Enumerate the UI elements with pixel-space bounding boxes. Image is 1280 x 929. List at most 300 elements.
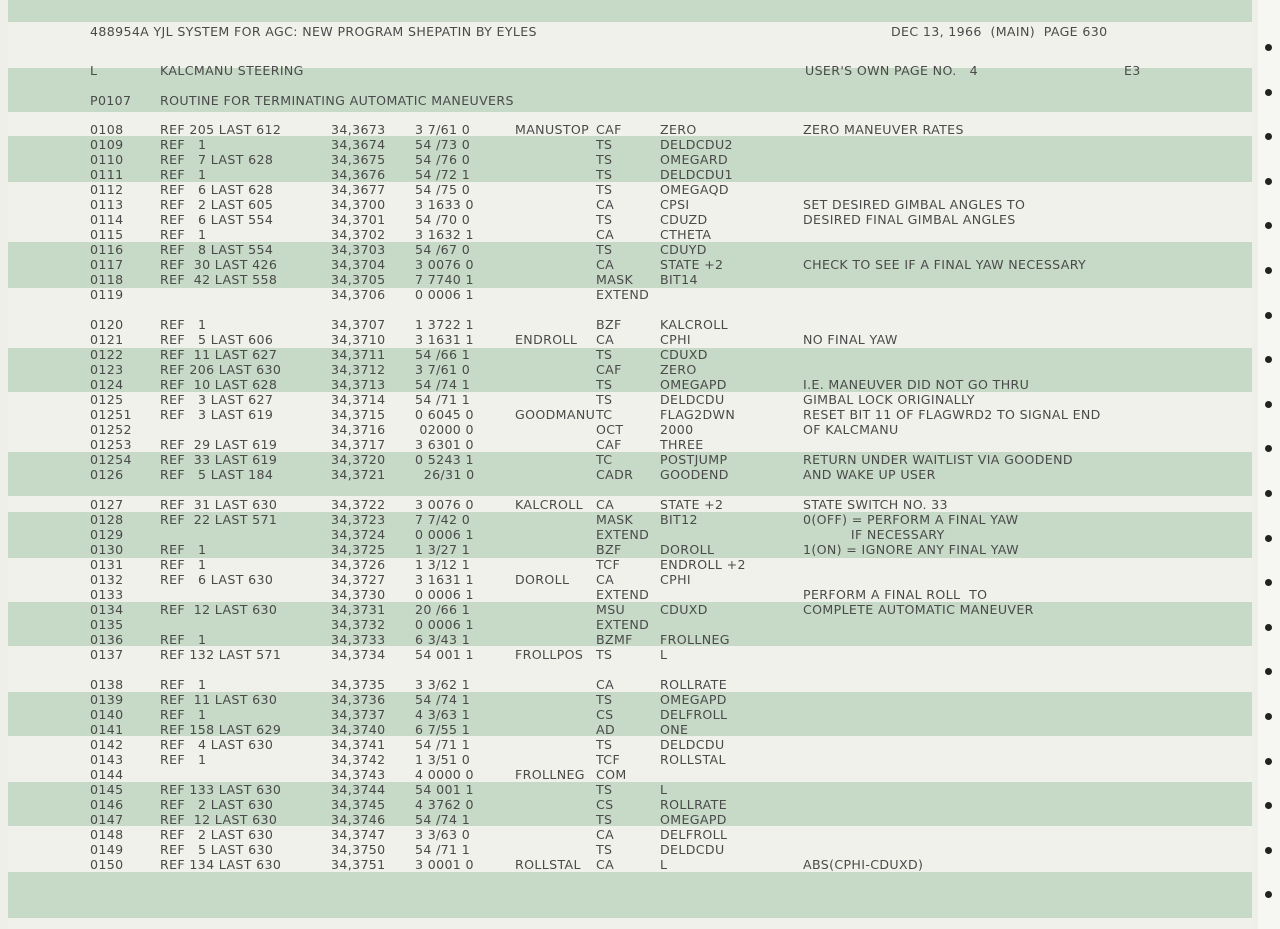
opcode: MASK — [596, 512, 634, 527]
opcode: TS — [596, 392, 613, 407]
tractor-feed-strip — [1258, 0, 1280, 929]
line-number: 0126 — [90, 467, 124, 482]
label: DOROLL — [515, 572, 570, 587]
line-number: 0125 — [90, 392, 124, 407]
listing-line — [0, 812, 1244, 827]
reference: REF 1 — [160, 557, 207, 572]
opcode: TS — [596, 167, 613, 182]
reference: REF 30 LAST 426 — [160, 257, 278, 272]
sprocket-hole — [1265, 445, 1272, 452]
address: 34,3722 — [331, 497, 386, 512]
object-code: 54 /71 1 — [415, 842, 471, 857]
listing-line — [0, 527, 1244, 542]
address: 34,3735 — [331, 677, 386, 692]
listing-line — [0, 362, 1244, 377]
object-code: 7 7740 1 — [415, 272, 474, 287]
opcode: TS — [596, 842, 613, 857]
object-code: 54 /67 0 — [415, 242, 471, 257]
comment: IF NECESSARY — [803, 527, 945, 542]
operand: BIT12 — [660, 512, 698, 527]
reference: REF 31 LAST 630 — [160, 497, 278, 512]
address: 34,3732 — [331, 617, 386, 632]
address: 34,3742 — [331, 752, 386, 767]
comment: ZERO MANEUVER RATES — [803, 122, 964, 137]
address: 34,3701 — [331, 212, 386, 227]
reference: REF 4 LAST 630 — [160, 737, 274, 752]
opcode: CA — [596, 572, 615, 587]
comment: AND WAKE UP USER — [803, 467, 936, 482]
operand: CDUZD — [660, 212, 708, 227]
object-code: 3 3/62 1 — [415, 677, 471, 692]
listing-line — [0, 347, 1244, 362]
user-page-number: USER'S OWN PAGE NO. 4 — [805, 63, 978, 78]
line-number: 0144 — [90, 767, 124, 782]
address: 34,3725 — [331, 542, 386, 557]
line-number: 0138 — [90, 677, 124, 692]
listing-line — [0, 617, 1244, 632]
line-number: 0129 — [90, 527, 124, 542]
listing-line — [0, 767, 1244, 782]
object-code: 3 7/61 0 — [415, 362, 471, 377]
object-code: 0 5243 1 — [415, 452, 474, 467]
object-code: 1 3722 1 — [415, 317, 474, 332]
listing-line — [0, 137, 1244, 152]
opcode: AD — [596, 722, 616, 737]
address: 34,3733 — [331, 632, 386, 647]
address: 34,3746 — [331, 812, 386, 827]
reference: REF 12 LAST 630 — [160, 602, 278, 617]
line-number: 0115 — [90, 227, 124, 242]
operand: FROLLNEG — [660, 632, 730, 647]
line-number: 0110 — [90, 152, 124, 167]
object-code: 54 /71 1 — [415, 737, 471, 752]
comment: COMPLETE AUTOMATIC MANEUVER — [803, 602, 1034, 617]
operand: OMEGAPD — [660, 692, 727, 707]
line-number: 0149 — [90, 842, 124, 857]
label: FROLLNEG — [515, 767, 585, 782]
reference: REF 134 LAST 630 — [160, 857, 282, 872]
object-code: 0 0006 1 — [415, 287, 474, 302]
listing-line — [0, 677, 1244, 692]
line-number: 0111 — [90, 167, 124, 182]
line-number: 0123 — [90, 362, 124, 377]
line-number: 0118 — [90, 272, 124, 287]
comment: I.E. MANEUVER DID NOT GO THRU — [803, 377, 1030, 392]
reference: REF 11 LAST 630 — [160, 692, 278, 707]
operand: CPHI — [660, 332, 691, 347]
comment: RETURN UNDER WAITLIST VIA GOODEND — [803, 452, 1073, 467]
reference: REF 1 — [160, 317, 207, 332]
reference: REF 3 LAST 619 — [160, 407, 274, 422]
address: 34,3710 — [331, 332, 386, 347]
line-number: 0133 — [90, 587, 124, 602]
reference: REF 5 LAST 630 — [160, 842, 274, 857]
address: 34,3715 — [331, 407, 386, 422]
address: 34,3723 — [331, 512, 386, 527]
opcode: CA — [596, 332, 615, 347]
address: 34,3707 — [331, 317, 386, 332]
operand: OMEGAPD — [660, 377, 727, 392]
reference: REF 133 LAST 630 — [160, 782, 282, 797]
reference: REF 7 LAST 628 — [160, 152, 274, 167]
listing-line — [0, 587, 1244, 602]
address: 34,3724 — [331, 527, 386, 542]
label: ROLLSTAL — [515, 857, 581, 872]
operand: DELFROLL — [660, 707, 728, 722]
address: 34,3720 — [331, 452, 386, 467]
object-code: 54 /72 1 — [415, 167, 471, 182]
listing-line — [0, 692, 1244, 707]
line-number: 01251 — [90, 407, 132, 422]
operand: L — [660, 647, 668, 662]
address: 34,3676 — [331, 167, 386, 182]
opcode: TC — [596, 452, 613, 467]
listing-line — [0, 227, 1244, 242]
reference: REF 1 — [160, 752, 207, 767]
address: 34,3731 — [331, 602, 386, 617]
object-code: 26/31 0 — [415, 467, 475, 482]
address: 34,3711 — [331, 347, 386, 362]
address: 34,3703 — [331, 242, 386, 257]
listing-line — [0, 857, 1244, 872]
listing-line — [0, 122, 1244, 137]
listing-line — [0, 647, 1244, 662]
comment: OF KALCMANU — [803, 422, 899, 437]
address: 34,3675 — [331, 152, 386, 167]
listing-line — [0, 317, 1244, 332]
sprocket-hole — [1265, 891, 1272, 898]
object-code: 3 6301 0 — [415, 437, 474, 452]
operand: CDUXD — [660, 347, 708, 362]
object-code: 3 0076 0 — [415, 497, 474, 512]
line-number: 0114 — [90, 212, 124, 227]
sprocket-hole — [1265, 312, 1272, 319]
sprocket-hole — [1265, 579, 1272, 586]
opcode: BZF — [596, 542, 622, 557]
sprocket-hole — [1265, 535, 1272, 542]
listing-line — [0, 332, 1244, 347]
operand: ZERO — [660, 122, 697, 137]
reference: REF 10 LAST 628 — [160, 377, 278, 392]
opcode: CA — [596, 677, 615, 692]
reference: REF 206 LAST 630 — [160, 362, 282, 377]
listing-line — [0, 212, 1244, 227]
address: 34,3744 — [331, 782, 386, 797]
opcode: BZF — [596, 317, 622, 332]
reference: REF 205 LAST 612 — [160, 122, 282, 137]
address: 34,3740 — [331, 722, 386, 737]
label: KALCROLL — [515, 497, 583, 512]
opcode: EXTEND — [596, 287, 650, 302]
operand: BIT14 — [660, 272, 698, 287]
address: 34,3716 — [331, 422, 386, 437]
listing-line — [0, 797, 1244, 812]
comment: 0(OFF) = PERFORM A FINAL YAW — [803, 512, 1019, 527]
operand: OMEGAQD — [660, 182, 729, 197]
opcode: CA — [596, 257, 615, 272]
operand: THREE — [660, 437, 704, 452]
object-code: 3 0076 0 — [415, 257, 474, 272]
operand: L — [660, 857, 668, 872]
opcode: TS — [596, 212, 613, 227]
sprocket-hole — [1265, 847, 1272, 854]
operand: DELDCDU — [660, 737, 725, 752]
sprocket-hole — [1265, 133, 1272, 140]
operand: DELDCDU — [660, 842, 725, 857]
listing-line — [0, 452, 1244, 467]
reference: REF 42 LAST 558 — [160, 272, 278, 287]
operand: ROLLRATE — [660, 677, 728, 692]
opcode: CA — [596, 827, 615, 842]
address: 34,3734 — [331, 647, 386, 662]
opcode: MASK — [596, 272, 634, 287]
line-number: 0136 — [90, 632, 124, 647]
listing-header-right: DEC 13, 1966 (MAIN) PAGE 630 — [891, 24, 1108, 39]
object-code: 4 3/63 1 — [415, 707, 471, 722]
line-number: 0148 — [90, 827, 124, 842]
line-number: 0109 — [90, 137, 124, 152]
listing-line — [0, 737, 1244, 752]
opcode: TC — [596, 407, 613, 422]
comment: SET DESIRED GIMBAL ANGLES TO — [803, 197, 1026, 212]
operand: ROLLSTAL — [660, 752, 726, 767]
sprocket-hole — [1265, 713, 1272, 720]
listing-line — [0, 197, 1244, 212]
listing-line — [0, 407, 1244, 422]
operand: FLAG2DWN — [660, 407, 736, 422]
reference: REF 6 LAST 554 — [160, 212, 274, 227]
sprocket-hole — [1265, 89, 1272, 96]
opcode: CAF — [596, 437, 622, 452]
operand: OMEGAPD — [660, 812, 727, 827]
address: 34,3674 — [331, 137, 386, 152]
object-code: 54 /74 1 — [415, 692, 471, 707]
opcode: TS — [596, 647, 613, 662]
line-number: 01253 — [90, 437, 132, 452]
reference: REF 12 LAST 630 — [160, 812, 278, 827]
operand: DELDCDU — [660, 392, 725, 407]
listing-line — [0, 542, 1244, 557]
address: 34,3700 — [331, 197, 386, 212]
listing-line — [0, 257, 1244, 272]
operand: STATE +2 — [660, 257, 724, 272]
opcode: EXTEND — [596, 587, 650, 602]
listing-line — [0, 752, 1244, 767]
operand: OMEGARD — [660, 152, 729, 167]
opcode: MSU — [596, 602, 626, 617]
address: 34,3705 — [331, 272, 386, 287]
opcode: CA — [596, 857, 615, 872]
object-code: 4 0000 0 — [415, 767, 474, 782]
listing-line — [0, 512, 1244, 527]
line-number: 0120 — [90, 317, 124, 332]
line-number: 0134 — [90, 602, 124, 617]
line-number: 0119 — [90, 287, 124, 302]
listing-line — [0, 602, 1244, 617]
reference: REF 2 LAST 605 — [160, 197, 274, 212]
comment: CHECK TO SEE IF A FINAL YAW NECESSARY — [803, 257, 1087, 272]
object-code: 6 3/43 1 — [415, 632, 471, 647]
operand: ZERO — [660, 362, 697, 377]
address: 34,3726 — [331, 557, 386, 572]
address: 34,3741 — [331, 737, 386, 752]
sprocket-hole — [1265, 802, 1272, 809]
comment: RESET BIT 11 OF FLAGWRD2 TO SIGNAL END — [803, 407, 1101, 422]
object-code: 54 /71 1 — [415, 392, 471, 407]
operand: POSTJUMP — [660, 452, 728, 467]
operand: L — [660, 782, 668, 797]
address: 34,3751 — [331, 857, 386, 872]
object-code: 3 1632 1 — [415, 227, 474, 242]
reference: REF 8 LAST 554 — [160, 242, 274, 257]
reference: REF 2 LAST 630 — [160, 797, 274, 812]
listing-line — [0, 242, 1244, 257]
opcode: TS — [596, 137, 613, 152]
object-code: 3 1631 1 — [415, 332, 474, 347]
line-number: 0128 — [90, 512, 124, 527]
reference: REF 132 LAST 571 — [160, 647, 282, 662]
reference: REF 1 — [160, 677, 207, 692]
listing-line — [0, 272, 1244, 287]
opcode: TCF — [596, 752, 621, 767]
operand: CTHETA — [660, 227, 712, 242]
sprocket-hole — [1265, 624, 1272, 631]
line-number: 0113 — [90, 197, 124, 212]
opcode: TS — [596, 347, 613, 362]
address: 34,3702 — [331, 227, 386, 242]
log-section-title: KALCMANU STEERING — [160, 63, 304, 78]
object-code: 7 7/42 0 — [415, 512, 471, 527]
object-code: 0 0006 1 — [415, 587, 474, 602]
reference: REF 33 LAST 619 — [160, 452, 278, 467]
line-number: 0117 — [90, 257, 124, 272]
line-number: 01252 — [90, 422, 132, 437]
listing-line — [0, 632, 1244, 647]
comment: DESIRED FINAL GIMBAL ANGLES — [803, 212, 1016, 227]
listing-line — [0, 287, 1244, 302]
address: 34,3750 — [331, 842, 386, 857]
listing-line — [0, 467, 1244, 482]
listing-line — [0, 152, 1244, 167]
object-code: 0 0006 1 — [415, 617, 474, 632]
operand: KALCROLL — [660, 317, 728, 332]
object-code: 54 001 1 — [415, 782, 474, 797]
line-number: 0147 — [90, 812, 124, 827]
opcode: TS — [596, 692, 613, 707]
reference: REF 1 — [160, 542, 207, 557]
green-band — [8, 0, 1252, 22]
opcode: OCT — [596, 422, 624, 437]
opcode: TS — [596, 242, 613, 257]
opcode: TS — [596, 152, 613, 167]
sprocket-hole — [1265, 758, 1272, 765]
sprocket-hole — [1265, 44, 1272, 51]
opcode: TCF — [596, 557, 621, 572]
line-number: 0130 — [90, 542, 124, 557]
listing-line — [0, 707, 1244, 722]
opcode: CS — [596, 707, 614, 722]
comment: STATE SWITCH NO. 33 — [803, 497, 948, 512]
listing-line — [0, 782, 1244, 797]
listing-line — [0, 497, 1244, 512]
listing-line — [0, 842, 1244, 857]
sprocket-hole — [1265, 356, 1272, 363]
reference: REF 22 LAST 571 — [160, 512, 278, 527]
line-number: 0140 — [90, 707, 124, 722]
address: 34,3717 — [331, 437, 386, 452]
opcode: CAF — [596, 362, 622, 377]
object-code: 0 0006 1 — [415, 527, 474, 542]
reference: REF 5 LAST 606 — [160, 332, 274, 347]
operand: ROLLRATE — [660, 797, 728, 812]
address: 34,3747 — [331, 827, 386, 842]
object-code: 3 0001 0 — [415, 857, 474, 872]
object-code: 0 6045 0 — [415, 407, 474, 422]
page-code: E3 — [1124, 63, 1141, 78]
address: 34,3745 — [331, 797, 386, 812]
section-number: P0107 — [90, 93, 132, 108]
sprocket-hole — [1265, 401, 1272, 408]
green-band — [8, 872, 1252, 918]
object-code: 3 3/63 0 — [415, 827, 471, 842]
object-code: 3 1631 1 — [415, 572, 474, 587]
object-code: 4 3762 0 — [415, 797, 474, 812]
object-code: 54 001 1 — [415, 647, 474, 662]
line-number: 0139 — [90, 692, 124, 707]
listing-line — [0, 437, 1244, 452]
address: 34,3713 — [331, 377, 386, 392]
line-number: 0132 — [90, 572, 124, 587]
object-code: 54 /75 0 — [415, 182, 471, 197]
reference: REF 158 LAST 629 — [160, 722, 282, 737]
address: 34,3737 — [331, 707, 386, 722]
listing-line — [0, 182, 1244, 197]
sprocket-hole — [1265, 490, 1272, 497]
address: 34,3714 — [331, 392, 386, 407]
address: 34,3727 — [331, 572, 386, 587]
opcode: BZMF — [596, 632, 633, 647]
line-number: 0146 — [90, 797, 124, 812]
object-code: 3 7/61 0 — [415, 122, 471, 137]
comment: GIMBAL LOCK ORIGINALLY — [803, 392, 975, 407]
operand: CPHI — [660, 572, 691, 587]
line-number: 0141 — [90, 722, 124, 737]
line-number: 0131 — [90, 557, 124, 572]
line-number: 0142 — [90, 737, 124, 752]
reference: REF 1 — [160, 167, 207, 182]
operand: DELDCDU2 — [660, 137, 733, 152]
listing-line — [0, 422, 1244, 437]
object-code: 54 /76 0 — [415, 152, 471, 167]
line-number: 0135 — [90, 617, 124, 632]
sprocket-hole — [1265, 222, 1272, 229]
opcode: CA — [596, 197, 615, 212]
object-code: 1 3/27 1 — [415, 542, 471, 557]
listing-line — [0, 377, 1244, 392]
listing-line — [0, 167, 1244, 182]
object-code: 6 7/55 1 — [415, 722, 471, 737]
label: ENDROLL — [515, 332, 578, 347]
object-code: 1 3/51 0 — [415, 752, 471, 767]
listing-line — [0, 392, 1244, 407]
opcode: EXTEND — [596, 617, 650, 632]
opcode: CA — [596, 497, 615, 512]
listing-line — [0, 572, 1244, 587]
comment: NO FINAL YAW — [803, 332, 898, 347]
operand: ONE — [660, 722, 689, 737]
reference: REF 1 — [160, 137, 207, 152]
sprocket-hole — [1265, 668, 1272, 675]
